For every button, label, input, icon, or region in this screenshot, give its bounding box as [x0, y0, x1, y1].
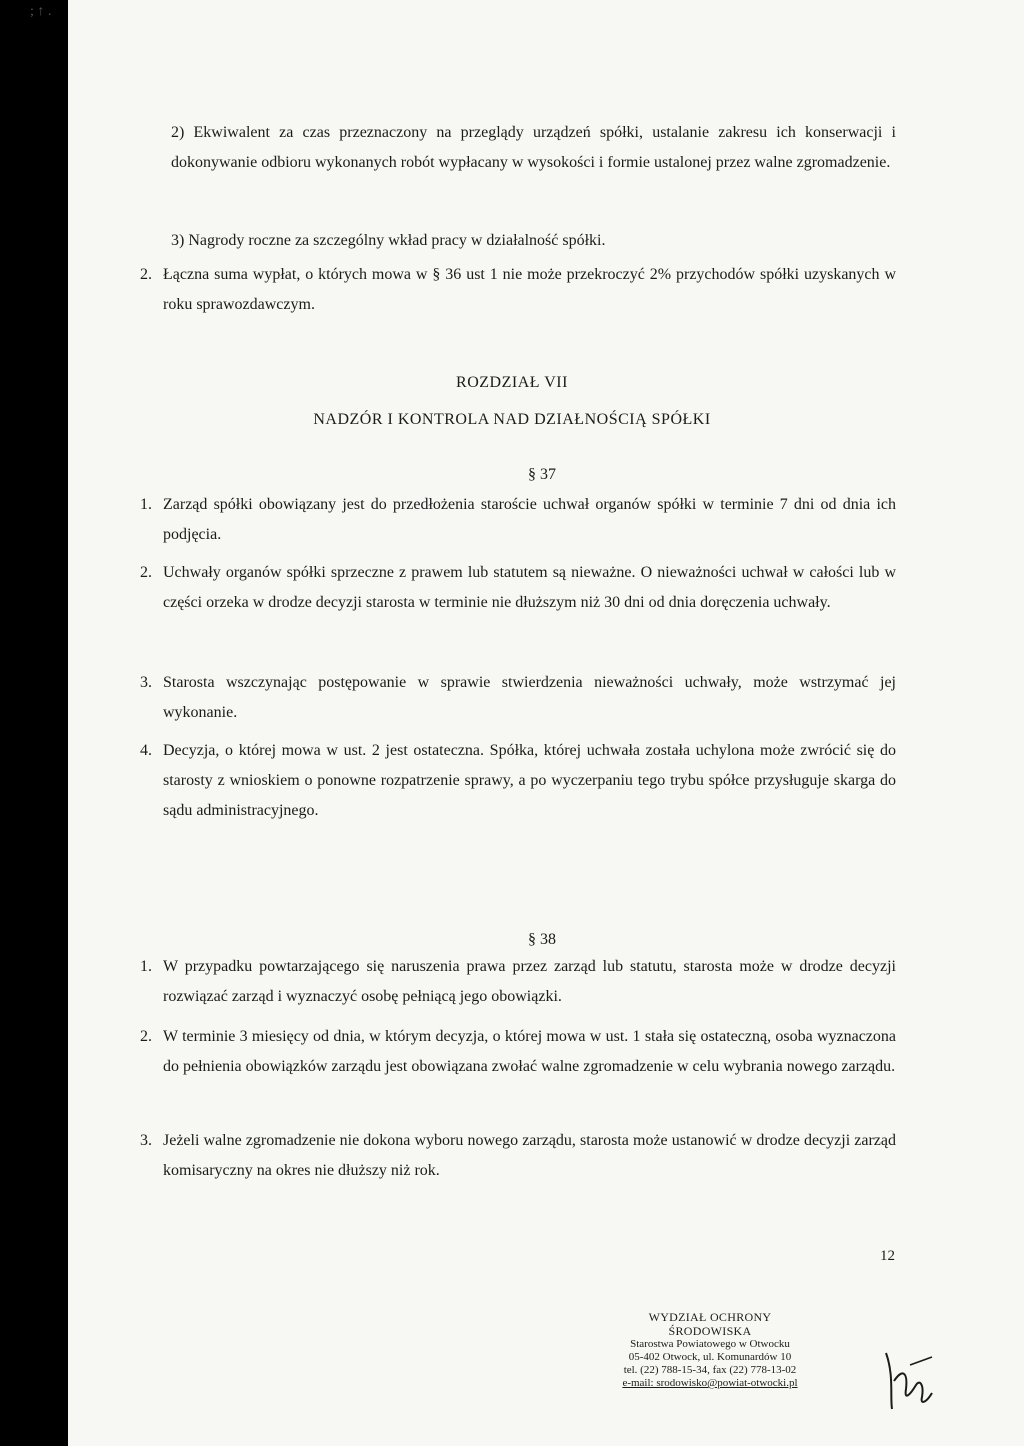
section-36-item-2: 2) Ekwiwalent za czas przeznaczony na przeglądy urządzeń spółki, ustalanie zakresu ich konserwacji i dokonywanie odbioru wykonanych robót wypłacany w wysokości i formie ustalonej przez walne zgromadzenie. — [171, 124, 896, 171]
stamp-line-4: 05-402 Otwock, ul. Komunardów 10 — [628, 1351, 792, 1363]
section-37-heading: § 37 — [528, 466, 556, 483]
section-37-item-3-number: 3. — [140, 674, 152, 691]
section-37-item-4-number: 4. — [140, 742, 152, 759]
stamp-line-5: tel. (22) 788-15-34, fax (22) 778-13-02 — [623, 1364, 797, 1376]
chapter-number: ROZDZIAŁ VII — [456, 374, 568, 391]
stamp-line-2: ŚRODOWISKA — [668, 1324, 752, 1338]
section-37-item-3: Starosta wszczynając postępowanie w sprawie stwierdzenia nieważności uchwały, może wstrzymać jej wykonanie. — [163, 674, 896, 721]
section-38-item-2: W terminie 3 miesięcy od dnia, w którym decyzja, o której mowa w ust. 1 stała się ostateczną, osoba wyznaczona do pełnienia obowiązków zarządu jest obowiązana zwołać walne zgromadzenie w celu wybrania nowego zarządu. — [163, 1028, 896, 1075]
section-37-item-2-number: 2. — [140, 564, 152, 581]
section-37-item-2: Uchwały organów spółki sprzeczne z prawem lub statutem są nieważne. O nieważności uchwał w całości lub w części orzeka w drodze decyzji starosta w terminie nie dłuższym niż 30 dni od dnia doręczenia uchwały. — [163, 564, 896, 611]
section-37-item-4: Decyzja, o której mowa w ust. 2 jest ostateczna. Spółka, której uchwała została uchylona może zwrócić się do starosty z wnioskiem o ponowne rozpatrzenie sprawy, a po wyczerpaniu tego trybu spółce przysługuje skarga do sądu administracyjnego. — [163, 742, 896, 819]
handwritten-signature — [880, 1345, 940, 1415]
stamp-line-1: WYDZIAŁ OCHRONY — [648, 1310, 772, 1324]
stamp-line-6: e-mail: srodowisko@powiat-otwocki.pl — [622, 1377, 798, 1389]
page-number: 12 — [880, 1248, 895, 1264]
section-36-point-2: Łączna suma wypłat, o których mowa w § 36 ust 1 nie może przekroczyć 2% przychodów spółki uzyskanych w roku sprawozdawczym. — [163, 266, 896, 313]
section-38-item-3: Jeżeli walne zgromadzenie nie dokona wyboru nowego zarządu, starosta może ustanowić w drodze decyzji zarząd komisaryczny na okres nie dłuższy niż rok. — [163, 1132, 896, 1179]
scan-marks: ; ↑ . — [30, 4, 52, 19]
stamp-line-3: Starostwa Powiatowego w Otwocku — [630, 1338, 790, 1350]
section-36-point-2-number: 2. — [140, 266, 152, 283]
office-stamp — [560, 1310, 860, 1390]
section-38-item-2-number: 2. — [140, 1028, 152, 1045]
section-36-item-3: 3) Nagrody roczne za szczególny wkład pracy w działalność spółki. — [171, 232, 606, 249]
section-38-item-1-number: 1. — [140, 958, 152, 975]
chapter-title: NADZÓR I KONTROLA NAD DZIAŁNOŚCIĄ SPÓŁKI — [313, 411, 711, 428]
section-37-item-1-number: 1. — [140, 496, 152, 513]
section-38-item-1: W przypadku powtarzającego się naruszenia prawa przez zarząd lub statutu, starosta może w drodze decyzji rozwiązać zarząd i wyznaczyć osobę pełniącą jego obowiązki. — [163, 958, 896, 1005]
section-38-heading: § 38 — [528, 931, 556, 948]
section-37-item-1: Zarząd spółki obowiązany jest do przedłożenia staroście uchwał organów spółki w terminie 7 dni od dnia ich podjęcia. — [163, 496, 896, 543]
section-38-item-3-number: 3. — [140, 1132, 152, 1149]
